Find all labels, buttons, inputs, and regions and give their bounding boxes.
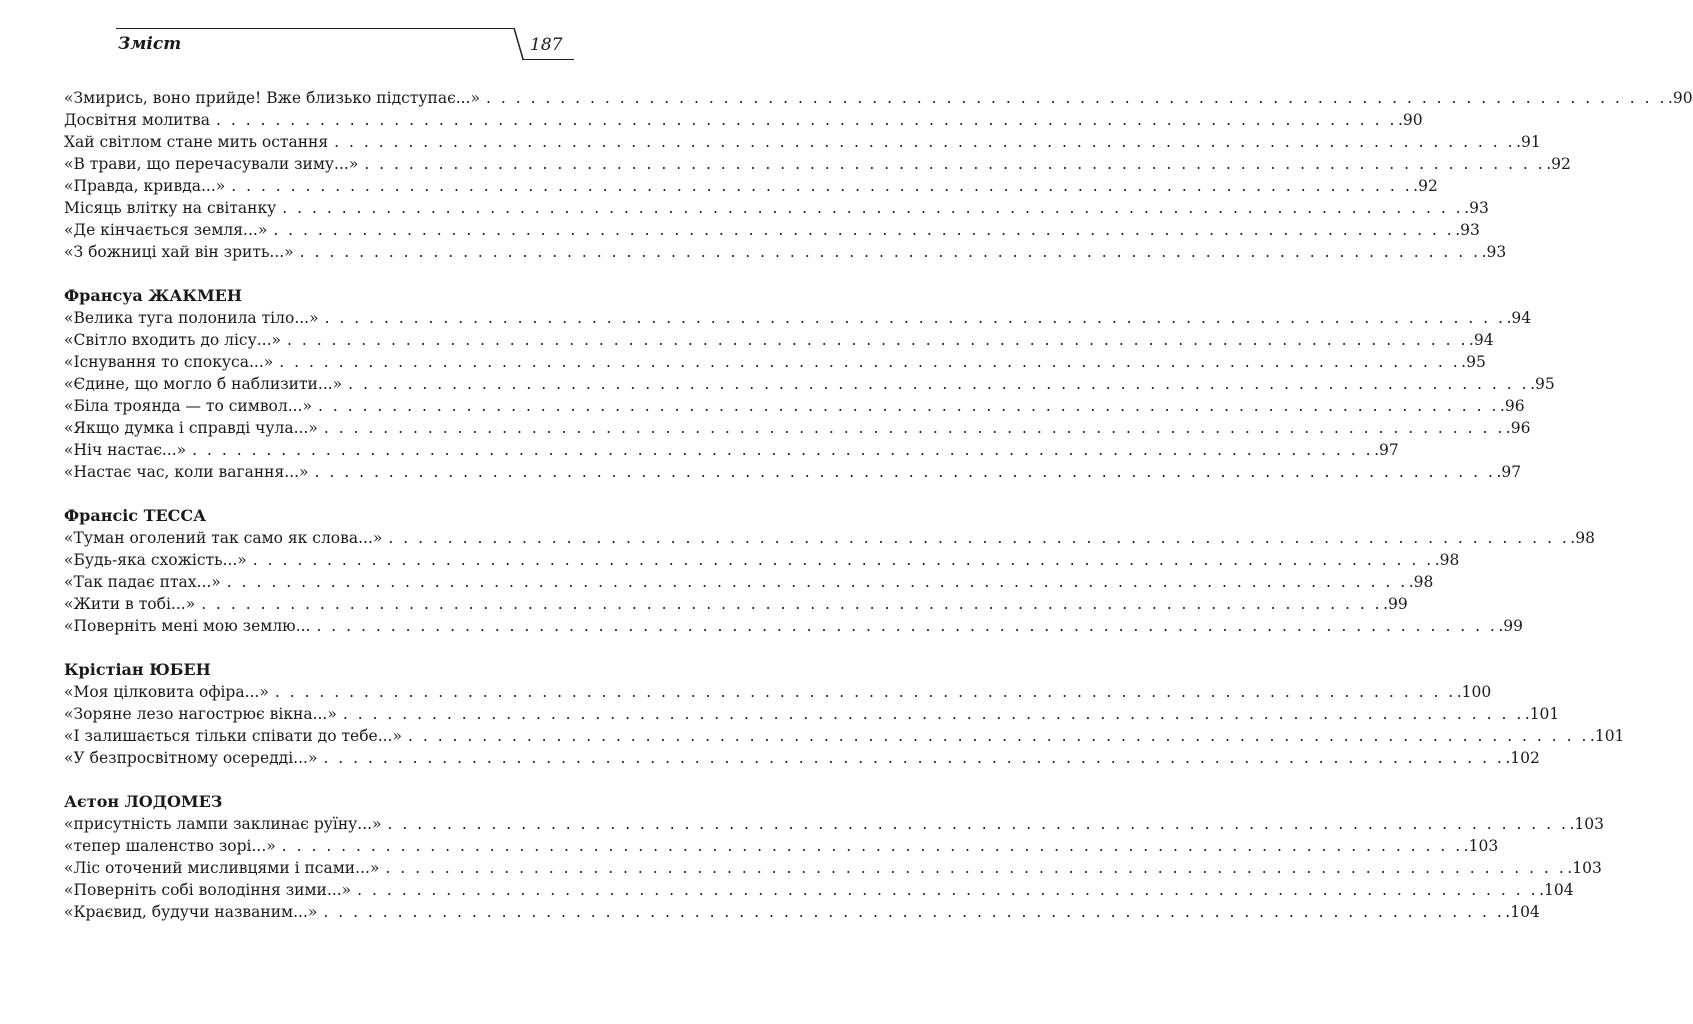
- dot-leader: . . . . . . . . . . . . . . . . . . . . . . . . . . . . . . . . . . . . . . . . . . . . . . . . . . . . . . . . . . . . . . . . . . . . . . . . . . . . . . . .: [282, 199, 1464, 217]
- entry-page-number: .96: [1505, 419, 1531, 437]
- entry-title: «Поверніть мені мою землю...: [64, 617, 311, 635]
- entry-page-number: .93: [1464, 199, 1489, 217]
- entry-title: «Якщо думка і справді чула...»: [64, 419, 318, 437]
- dot-leader: . . . . . . . . . . . . . . . . . . . . . . . . . . . . . . . . . . . . . . . . . . . . . . . . . . . . . . . . . . . . . . . . . . . . . . . . . . . . . . . .: [226, 573, 1408, 591]
- toc-entry: [64, 879, 1574, 901]
- entry-title: «Так падає птах...»: [64, 573, 221, 591]
- toc-entry: [64, 593, 1408, 615]
- toc-entry: [64, 703, 1560, 725]
- entry-title: «В трави, що перечасували зиму...»: [64, 155, 359, 173]
- author-heading: Крістіан ЮБЕН: [64, 660, 211, 679]
- dot-leader: . . . . . . . . . . . . . . . . . . . . . . . . . . . . . . . . . . . . . . . . . . . . . . . . . . . . . . . . . . . . . . . . . . . . . . . . . . . . . . . .: [348, 375, 1530, 393]
- author-heading: Франсуа ЖАКМЕН: [64, 286, 242, 305]
- toc-entry: [64, 747, 1540, 769]
- toc-entry: [64, 153, 1571, 175]
- header-rule-diagonal: [513, 28, 525, 60]
- toc-entry: [64, 175, 1438, 197]
- entry-page-number: .101: [1589, 727, 1625, 745]
- dot-leader: . . . . . . . . . . . . . . . . . . . . . . . . . . . . . . . . . . . . . . . . . . . . . . . . . . . . . . . . . . . . . . . . . . . . . . . . . . . . . . . .: [342, 705, 1524, 723]
- entry-page-number: .100: [1456, 683, 1492, 701]
- entry-title: «Краєвид, будучи названим...»: [64, 903, 318, 921]
- entry-title: «Правда, кривда...»: [64, 177, 226, 195]
- entry-page-number: .95: [1530, 375, 1555, 393]
- entry-page-number: .103: [1567, 859, 1602, 877]
- toc-section: [64, 791, 1604, 923]
- entry-title: «Змирись, воно прийде! Вже близько підступає...»: [64, 89, 481, 107]
- entry-page-number: .104: [1539, 881, 1574, 899]
- toc-entry: [64, 373, 1555, 395]
- dot-leader: . . . . . . . . . . . . . . . . . . . . . . . . . . . . . . . . . . . . . . . . . . . . . . . . . . . . . . . . . . . . . . . . . . . . . . . . . . . . . . . .: [324, 309, 1506, 327]
- entry-title: «Будь-яка схожість...»: [64, 551, 247, 569]
- entry-title: «Туман оголений так само як слова...»: [64, 529, 383, 547]
- entry-title: «Світло входить до лісу...»: [64, 331, 281, 349]
- dot-leader: . . . . . . . . . . . . . . . . . . . . . . . . . . . . . . . . . . . . . . . . . . . . . . . . . . . . . . . . . . . . . . . . . . . . . . . . . . . . . . . .: [252, 551, 1434, 569]
- entry-title: Місяць влітку на світанку: [64, 199, 277, 217]
- entry-title: «У безпросвітному осередді...»: [64, 749, 318, 767]
- entry-title: «І залишається тільки співати до тебе...»: [64, 727, 402, 745]
- entry-page-number: .90: [1667, 89, 1693, 107]
- entry-title: «Поверніть собі володіння зими...»: [64, 881, 352, 899]
- entry-title: «Велика туга полонила тіло...»: [64, 309, 319, 327]
- toc-entry: [64, 439, 1399, 461]
- dot-leader: . . . . . . . . . . . . . . . . . . . . . . . . . . . . . . . . . . . . . . . . . . . . . . . . . . . . . . . . . . . . . . . . . . . . . . . . . . . . . . . .: [216, 111, 1397, 129]
- toc-section: [64, 87, 1693, 263]
- entry-page-number: .98: [1408, 573, 1434, 591]
- dot-leader: . . . . . . . . . . . . . . . . . . . . . . . . . . . . . . . . . . . . . . . . . . . . . . . . . . . . . . . . . . . . . . . . . . . . . . . . . . . . . . . .: [201, 595, 1383, 613]
- entry-page-number: .92: [1546, 155, 1571, 173]
- entry-title: «Настає час, коли вагання...»: [64, 463, 309, 481]
- dot-leader: . . . . . . . . . . . . . . . . . . . . . . . . . . . . . . . . . . . . . . . . . . . . . . . . . . . . . . . . . . . . . . . . . . . . . . . . . . . . . . . .: [357, 881, 1539, 899]
- entry-title: «Зоряне лезо нагострює вікна...»: [64, 705, 337, 723]
- dot-leader: . . . . . . . . . . . . . . . . . . . . . . . . . . . . . . . . . . . . . . . . . . . . . . . . . . . . . . . . . . . . . . . . . . . . . . . . . . . . . . . .: [314, 463, 1496, 481]
- header-rule-top: [116, 28, 514, 29]
- entry-title: «Ніч настає...»: [64, 441, 187, 459]
- entry-page-number: .97: [1374, 441, 1399, 459]
- dot-leader: . . . . . . . . . . . . . . . . . . . . . . . . . . . . . . . . . . . . . . . . . . . . . . . . . . . . . . . . . . . . . . . . . . . . . . . . . . . . . . . .: [299, 243, 1481, 261]
- dot-leader: . . . . . . . . . . . . . . . . . . . . . . . . . . . . . . . . . . . . . . . . . . . . . . . . . . . . . . . . . . . . . . . . . . . . . . . . . . . . . . . .: [323, 903, 1505, 921]
- table-of-contents: [64, 87, 1693, 945]
- entry-title: «присутність лампи заклинає руїну...»: [64, 815, 382, 833]
- entry-page-number: .98: [1434, 551, 1460, 569]
- dot-leader: . . . . . . . . . . . . . . . . . . . . . . . . . . . . . . . . . . . . . . . . . . . . . . . . . . . . . . . . . . . . . . . . . . . . . . . . . . . . . . . .: [388, 529, 1570, 547]
- dot-leader: . . . . . . . . . . . . . . . . . . . . . . . . . . . . . . . . . . . . . . . . . . . . . . . . . . . . . . . . . . . . . . . . . . . . . . . . . . . . . . . .: [323, 419, 1505, 437]
- author-heading: Франсіс ТЕССА: [64, 506, 207, 525]
- entry-title: «З божниці хай він зрить...»: [64, 243, 294, 261]
- dot-leader: . . . . . . . . . . . . . . . . . . . . . . . . . . . . . . . . . . . . . . . . . . . . . . . . . . . . . . . . . . . . . . . . . . . . . . . . . . . . . . . .: [192, 441, 1374, 459]
- entry-page-number: .102: [1505, 749, 1540, 767]
- toc-section: [64, 285, 1555, 483]
- entry-page-number: .92: [1413, 177, 1438, 195]
- entry-title: Хай світлом стане мить остання: [64, 133, 329, 151]
- entry-page-number: .103: [1569, 815, 1604, 833]
- entry-page-number: .99: [1498, 617, 1524, 635]
- entry-page-number: .91: [1516, 133, 1541, 151]
- dot-leader: . . . . . . . . . . . . . . . . . . . . . . . . . . . . . . . . . . . . . . . . . . . . . . . . . . . . . . . . . . . . . . . . . . . . . . . . . . . . . . . .: [274, 683, 1456, 701]
- entry-title: «Існування то спокуса...»: [64, 353, 274, 371]
- dot-leader: . . . . . . . . . . . . . . . . . . . . . . . . . . . . . . . . . . . . . . . . . . . . . . . . . . . . . . . . . . . . . . . . . . . . . . . . . . . . . . . .: [316, 617, 1498, 635]
- header-rule-bottom: [522, 59, 574, 60]
- toc-entry: [64, 571, 1434, 593]
- toc-entry: [64, 461, 1522, 483]
- dot-leader: . . . . . . . . . . . . . . . . . . . . . . . . . . . . . . . . . . . . . . . . . . . . . . . . . . . . . . . . . . . . . . . . . . . . . . . . . . . . . . . .: [323, 749, 1505, 767]
- toc-entry: [64, 681, 1492, 703]
- entry-page-number: .97: [1496, 463, 1522, 481]
- entry-page-number: .99: [1383, 595, 1408, 613]
- toc-entry: [64, 615, 1524, 637]
- entry-title: «Жити в тобі...»: [64, 595, 196, 613]
- entry-title: «Єдине, що могло б наблизити...»: [64, 375, 343, 393]
- page-number: 187: [530, 35, 563, 55]
- toc-entry: [64, 417, 1531, 439]
- toc-entry: [64, 901, 1540, 923]
- toc-entry: [64, 835, 1499, 857]
- toc-section: [64, 659, 1625, 769]
- entry-page-number: .98: [1570, 529, 1595, 547]
- dot-leader: . . . . . . . . . . . . . . . . . . . . . . . . . . . . . . . . . . . . . . . . . . . . . . . . . . . . . . . . . . . . . . . . . . . . . . . . . . . . . . . .: [408, 727, 1589, 745]
- toc-section: [64, 505, 1595, 637]
- entry-page-number: .96: [1499, 397, 1525, 415]
- toc-entry: [64, 813, 1604, 835]
- dot-leader: . . . . . . . . . . . . . . . . . . . . . . . . . . . . . . . . . . . . . . . . . . . . . . . . . . . . . . . . . . . . . . . . . . . . . . . . . . . . . . . .: [486, 89, 1667, 107]
- entry-page-number: .101: [1524, 705, 1560, 723]
- dot-leader: . . . . . . . . . . . . . . . . . . . . . . . . . . . . . . . . . . . . . . . . . . . . . . . . . . . . . . . . . . . . . . . . . . . . . . . . . . . . . . . .: [273, 221, 1455, 239]
- entry-title: Досвітня молитва: [64, 111, 211, 129]
- toc-entry: [64, 725, 1625, 747]
- toc-entry: [64, 527, 1595, 549]
- entry-page-number: .95: [1461, 353, 1486, 371]
- author-heading: Аєтон ЛОДОМЕЗ: [64, 792, 223, 811]
- dot-leader: . . . . . . . . . . . . . . . . . . . . . . . . . . . . . . . . . . . . . . . . . . . . . . . . . . . . . . . . . . . . . . . . . . . . . . . . . . . . . . . .: [385, 859, 1567, 877]
- dot-leader: . . . . . . . . . . . . . . . . . . . . . . . . . . . . . . . . . . . . . . . . . . . . . . . . . . . . . . . . . . . . . . . . . . . . . . . . . . . . . . . .: [281, 837, 1463, 855]
- entry-title: «Ліс оточений мисливцями і псами...»: [64, 859, 380, 877]
- dot-leader: . . . . . . . . . . . . . . . . . . . . . . . . . . . . . . . . . . . . . . . . . . . . . . . . . . . . . . . . . . . . . . . . . . . . . . . . . . . . . . . .: [231, 177, 1413, 195]
- toc-entry: [64, 109, 1423, 131]
- dot-leader: . . . . . . . . . . . . . . . . . . . . . . . . . . . . . . . . . . . . . . . . . . . . . . . . . . . . . . . . . . . . . . . . . . . . . . . . . . . . . . . .: [318, 397, 1499, 415]
- entry-page-number: .104: [1505, 903, 1540, 921]
- toc-entry: [64, 241, 1507, 263]
- toc-entry: [64, 87, 1693, 109]
- entry-page-number: .103: [1463, 837, 1499, 855]
- entry-page-number: .93: [1481, 243, 1507, 261]
- toc-entry: [64, 329, 1494, 351]
- entry-title: «Моя цілковита офіра...»: [64, 683, 269, 701]
- entry-title: «Біла троянда — то символ...»: [64, 397, 312, 415]
- toc-entry: [64, 351, 1486, 373]
- toc-entry: [64, 549, 1460, 571]
- entry-page-number: .93: [1455, 221, 1480, 239]
- entry-page-number: .90: [1397, 111, 1423, 129]
- dot-leader: . . . . . . . . . . . . . . . . . . . . . . . . . . . . . . . . . . . . . . . . . . . . . . . . . . . . . . . . . . . . . . . . . . . . . . . . . . . . . . . .: [279, 353, 1461, 371]
- dot-leader: . . . . . . . . . . . . . . . . . . . . . . . . . . . . . . . . . . . . . . . . . . . . . . . . . . . . . . . . . . . . . . . . . . . . . . . . . . . . . . . .: [334, 133, 1516, 151]
- entry-title: «Де кінчається земля...»: [64, 221, 268, 239]
- running-header: [116, 28, 576, 62]
- entry-page-number: .94: [1468, 331, 1494, 349]
- entry-page-number: .94: [1506, 309, 1532, 327]
- toc-entry: [64, 219, 1480, 241]
- dot-leader: . . . . . . . . . . . . . . . . . . . . . . . . . . . . . . . . . . . . . . . . . . . . . . . . . . . . . . . . . . . . . . . . . . . . . . . . . . . . . . . .: [287, 331, 1468, 349]
- toc-entry: [64, 857, 1602, 879]
- dot-leader: . . . . . . . . . . . . . . . . . . . . . . . . . . . . . . . . . . . . . . . . . . . . . . . . . . . . . . . . . . . . . . . . . . . . . . . . . . . . . . . .: [364, 155, 1546, 173]
- toc-entry: [64, 197, 1489, 219]
- entry-title: «тепер шаленство зорі...»: [64, 837, 276, 855]
- toc-entry: [64, 307, 1532, 329]
- toc-entry: [64, 395, 1525, 417]
- toc-entry: [64, 131, 1541, 153]
- dot-leader: . . . . . . . . . . . . . . . . . . . . . . . . . . . . . . . . . . . . . . . . . . . . . . . . . . . . . . . . . . . . . . . . . . . . . . . . . . . . . . . .: [387, 815, 1569, 833]
- page-title: Зміст: [118, 34, 182, 54]
